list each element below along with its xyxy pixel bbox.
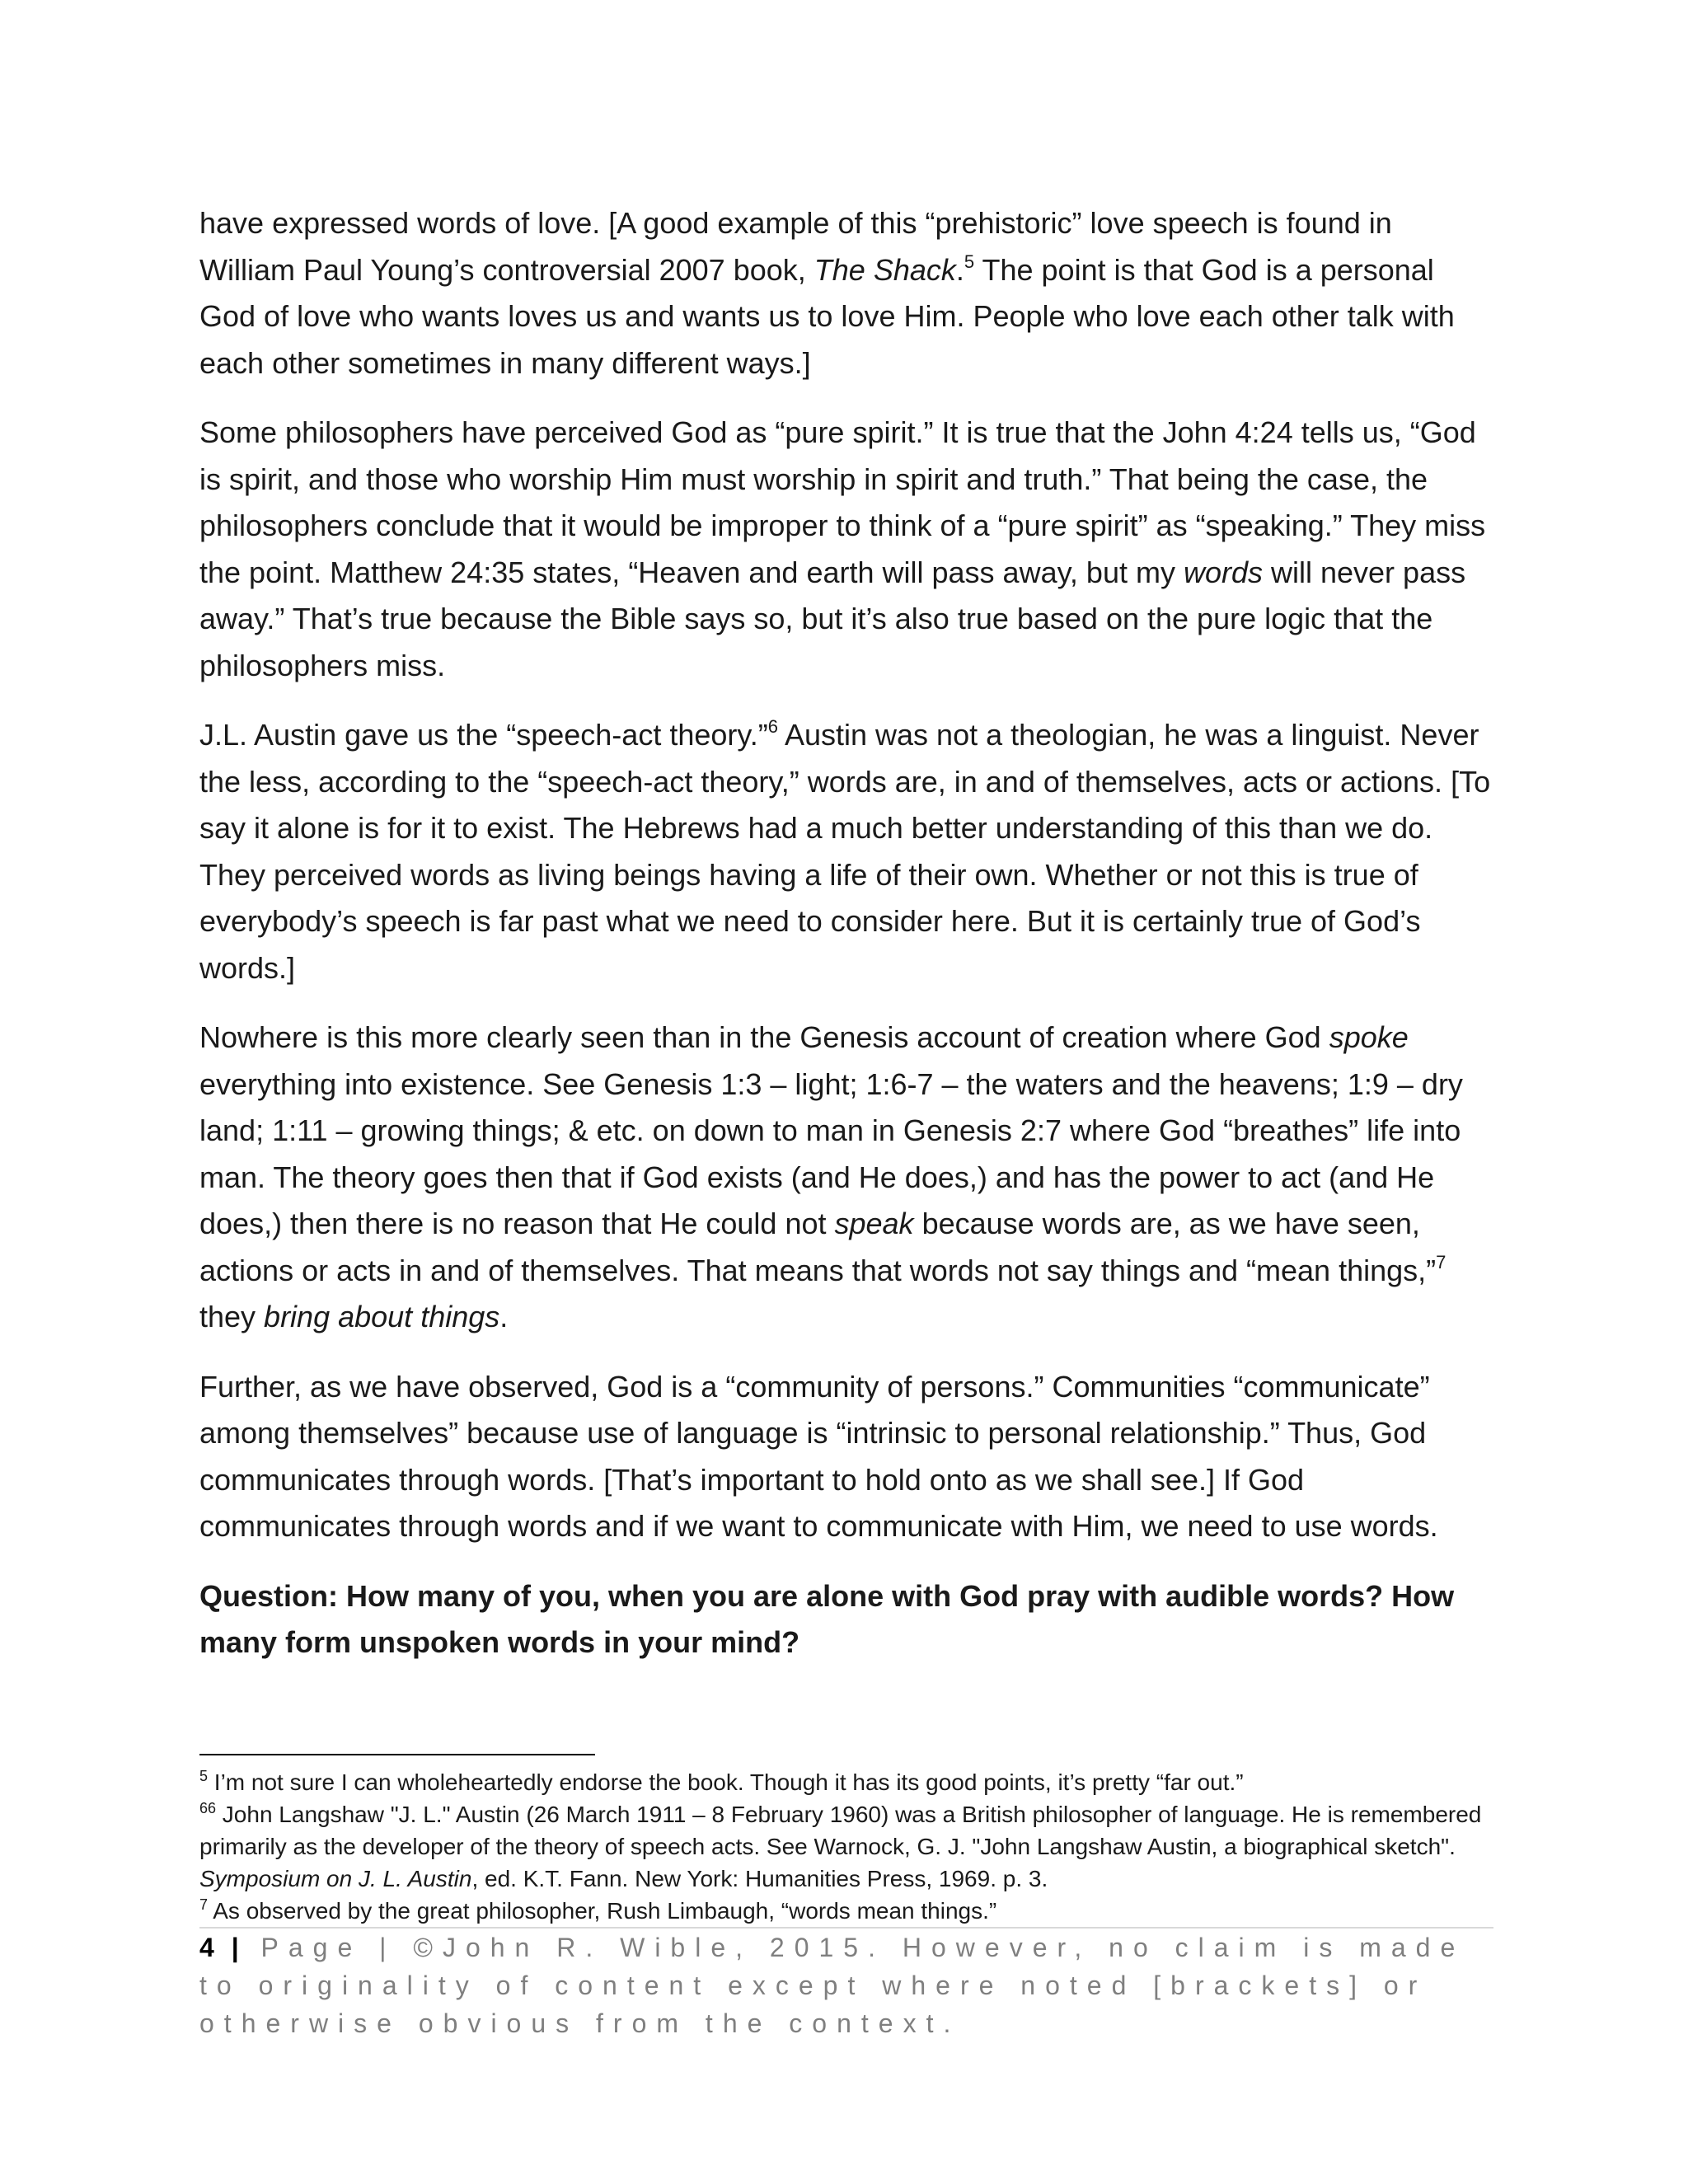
footnote-ref-7[interactable]: 7 [1436,1251,1447,1272]
page-footer [199,1929,1493,2042]
page-number: 4 | [199,1933,244,1962]
footer-text: Page | ©John R. Wible, 2015. However, no claim is made to originality of content except where noted [brackets] or otherwise obvious from the context. [199,1933,1465,2038]
footnote-7: $^7$ As observed by the great philosopher, Rush Limbaugh, “words mean things.” [199,1896,997,1924]
footnotes [199,1766,1493,1927]
paragraph-4: Nowhere is this more clearly seen than in the Genesis account of creation where God spoke everything into existence. See Genesis 1:3 – light; 1:6-7 – the waters and the heavens; 1:9 – dry land; 1:11 – growing things; & etc. on down to man in Genesis 2:7 where God “breathes” life into man. The theory goes then that if God exists (and He does,) and has the power to act (and He does,) then there is no reason that He could not speak because words are, as we have seen, actions or acts in and of themselves. That means that words not say things and “mean things,”$^7$ they bring about things. [199,1020,1463,1333]
paragraph-5: Further, as we have observed, God is a “community of persons.” Communities “communicate” among themselves” because use of language is “intrinsic to personal relationship.” Thus, God communicates through words. [That’s important to hold onto as we shall see.] If God communicates through words and if we want to communicate with Him, we need to use words. [199,1369,1438,1543]
footnote-ref-5[interactable]: 5 [964,251,975,272]
footnote-5: $^5$ I’m not sure I can wholeheartedly endorse the book. Though it has its good points, it’s pretty “far out.” [199,1767,1244,1795]
footnote-ref-6[interactable]: 6 [767,716,778,737]
paragraph-3: J.L. Austin gave us the “speech-act theory.”$^6$ Austin was not a theologian, he was a linguist. Never the less, according to the “speech-act theory,” words are, in and of themselves, acts or actions. [To say it alone is for it to exist. The Hebrews had a much better understanding of this than we do. They perceived words as living beings having a life of their own. Whether or not this is true of everybody’s speech is far past what we need to consider here. But it is certainly true of God’s words.] [199,716,1491,985]
question-paragraph: Question: How many of you, when you are alone with God pray with audible words? How many form unspoken words in your mind? [199,1578,1455,1659]
paragraph-2: Some philosophers have perceived God as “pure spirit.” It is true that the John 4:24 tells us, “God is spirit, and those who worship Him must worship in spirit and truth.” That being the case, the philosophers conclude that it would be improper to think of a “pure spirit” as “speaking.” They miss the point. Matthew 24:35 states, “Heaven and earth will pass away, but my words will never pass away.” That’s true because the Bible says so, but it’s also true based on the pure logic that the philosophers miss. [199,415,1486,682]
book-title: The Shack [814,252,956,287]
paragraph-1: have expressed words of love. [A good example of this “prehistoric” love speech is found in William Paul Young’s controversial 2007 book, The Shack.$^5$ The point is that God is a personal God of love who wants loves us and wants us to love Him. People who love each other talk with each other sometimes in many different ways.] [199,206,1455,380]
footnote-6: $^{66}$ John Langshaw "J. L." Austin (26 March 1911 – 8 February 1960) was a British philosopher of language. He is remembered primarily as the developer of the theory of speech acts. See Warnock, G. J. "John Langshaw Austin, a biographical sketch". Symposium on J. L. Austin, ed. K.T. Fann. New York: Humanities Press, 1969. p. 3. [199,1799,1482,1891]
footnote-separator [199,1754,595,1755]
body-text [199,200,1493,1690]
